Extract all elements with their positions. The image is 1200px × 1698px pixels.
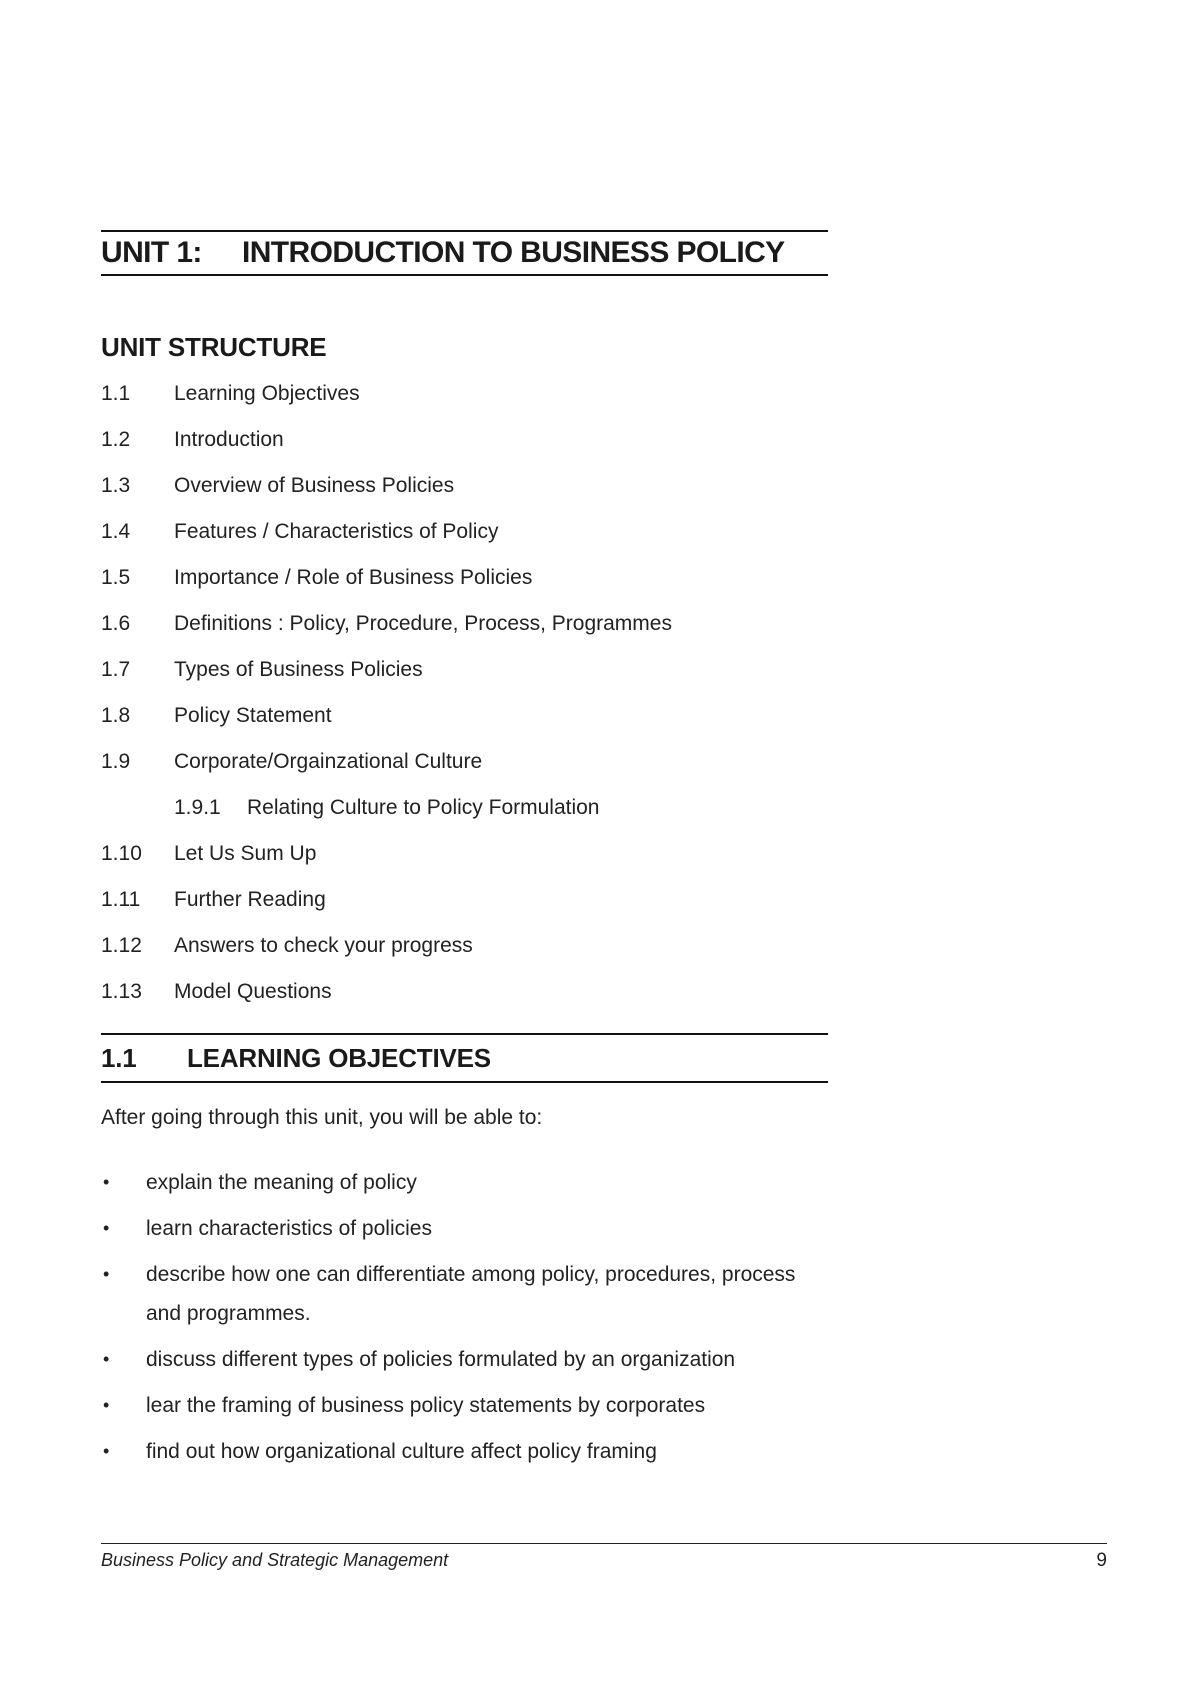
- toc-item-label: Policy Statement: [174, 704, 332, 727]
- objective-item: [101, 1386, 828, 1425]
- bullet-icon: •: [103, 1264, 110, 1284]
- toc-item-number: 1.6: [101, 612, 131, 635]
- objective-text: explain the meaning of policy: [146, 1171, 417, 1194]
- objective-text: discuss different types of policies formulated by an organization: [146, 1348, 736, 1371]
- toc-item-label: Types of Business Policies: [174, 658, 423, 681]
- toc-item-label: Definitions : Policy, Procedure, Process, Programmes: [174, 612, 672, 635]
- footer-book-title: Business Policy and Strategic Management: [101, 1550, 449, 1570]
- bullet-icon: •: [103, 1172, 110, 1192]
- toc-item-label: Model Questions: [174, 980, 332, 1003]
- toc-item-number: 1.2: [101, 428, 131, 451]
- toc-item-label: Answers to check your progress: [174, 934, 473, 957]
- toc-item-number: 1.9.1: [174, 796, 221, 819]
- unit-title: [101, 230, 828, 276]
- toc-item-number: 1.5: [101, 566, 131, 589]
- toc-item-number: 1.1: [101, 382, 131, 405]
- toc-item-number: 1.11: [101, 888, 141, 911]
- toc-item-number: 1.10: [101, 842, 142, 865]
- toc-item-number: 1.12: [101, 934, 142, 957]
- section-number: 1.1: [101, 1042, 137, 1073]
- bullet-icon: •: [103, 1218, 110, 1238]
- toc-item-label: Introduction: [174, 428, 284, 451]
- section-heading: [101, 1033, 828, 1083]
- toc-item-number: 1.3: [101, 474, 131, 497]
- bullet-icon: •: [103, 1395, 110, 1415]
- toc-item-label: Corporate/Orgainzational Culture: [174, 750, 483, 773]
- footer-divider: [101, 1543, 1107, 1544]
- toc-item-number: 1.13: [101, 980, 142, 1003]
- unit-structure-heading: UNIT STRUCTURE: [101, 332, 327, 362]
- toc-item-label: Further Reading: [174, 888, 326, 911]
- page-number: 9: [1096, 1550, 1107, 1571]
- toc-item-label: Importance / Role of Business Policies: [174, 566, 533, 589]
- objectives-intro: After going through this unit, you will be able to:: [101, 1106, 543, 1129]
- objective-text: find out how organizational culture affect policy framing: [146, 1440, 657, 1463]
- objective-text: learn characteristics of policies: [146, 1217, 432, 1240]
- objective-item: [101, 1163, 828, 1202]
- toc-item-number: 1.7: [101, 658, 131, 681]
- unit-title-text: INTRODUCTION TO BUSINESS POLICY: [242, 236, 785, 269]
- toc-item-number: 1.9: [101, 750, 131, 773]
- toc-item-label: Overview of Business Policies: [174, 474, 455, 497]
- section-title: LEARNING OBJECTIVES: [187, 1042, 491, 1073]
- toc-item-label: Learning Objectives: [174, 382, 360, 405]
- objective-text: lear the framing of business policy statements by corporates: [146, 1394, 706, 1417]
- objective-text: describe how one can differentiate among policy, procedures, process and programmes.: [146, 1263, 796, 1325]
- bullet-icon: •: [103, 1349, 110, 1369]
- bullet-icon: •: [103, 1441, 110, 1461]
- toc-item-label: Relating Culture to Policy Formulation: [247, 796, 600, 819]
- objective-item: [101, 1340, 828, 1379]
- objective-item: [101, 1432, 828, 1471]
- objective-item: [101, 1209, 828, 1248]
- unit-number: UNIT 1:: [101, 236, 202, 269]
- toc-item-number: 1.8: [101, 704, 131, 727]
- toc-item-number: 1.4: [101, 520, 131, 543]
- toc-item-label: Features / Characteristics of Policy: [174, 520, 499, 543]
- toc-item-label: Let Us Sum Up: [174, 842, 317, 865]
- objective-item: [101, 1255, 828, 1333]
